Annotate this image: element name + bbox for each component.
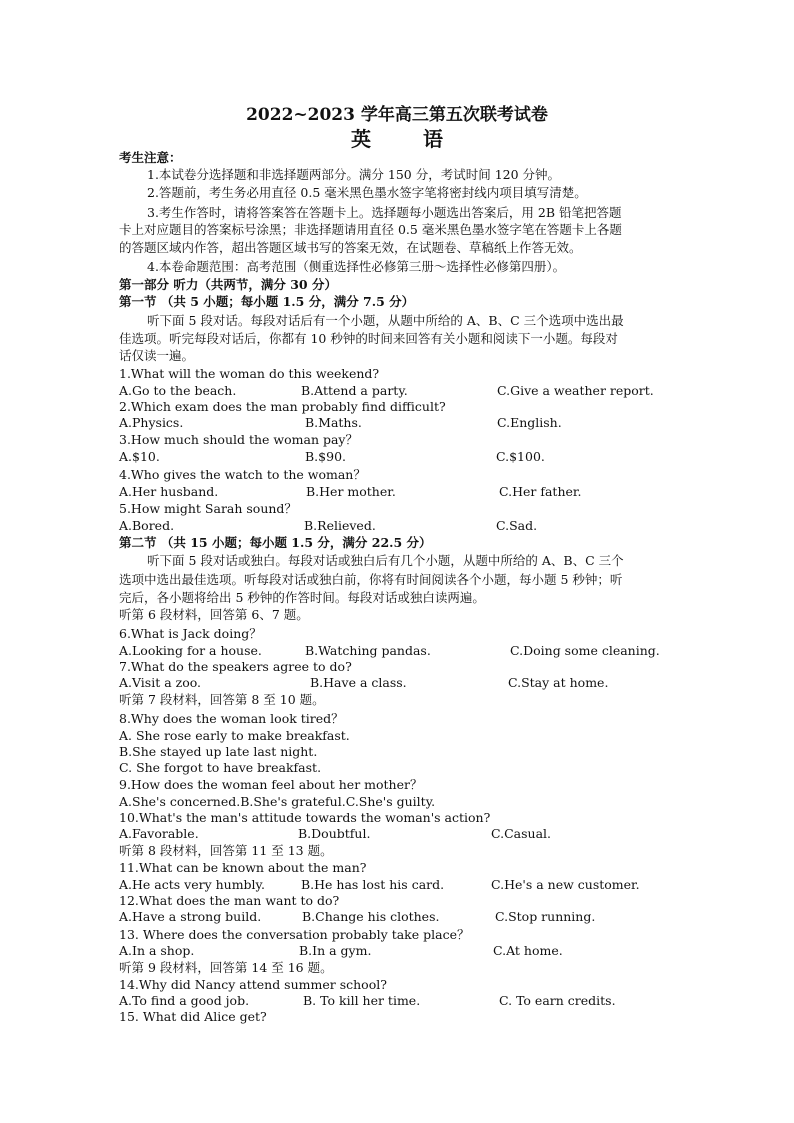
option-c: C.Doing some cleaning. xyxy=(510,643,660,658)
option-a: A.Looking for a house. xyxy=(119,643,262,658)
option-c: C.Casual. xyxy=(491,826,551,841)
material-heading: 听第 9 段材料，回答第 14 至 16 题。 xyxy=(119,960,333,975)
question: 15. What did Alice get? xyxy=(119,1009,267,1024)
notice-item: 3.考生作答时，请将答案答在答题卡上。选择题每小题选出答案后，用 2B 铅笔把答题 xyxy=(147,205,622,220)
option-a: A.He acts very humbly. xyxy=(119,877,265,892)
option-c: C.At home. xyxy=(493,943,563,958)
option-a: A.$10. xyxy=(119,449,160,464)
option-b: B.$90. xyxy=(305,449,346,464)
question: 14.Why did Nancy attend summer school? xyxy=(119,977,387,992)
option-c: C.Stay at home. xyxy=(508,675,609,690)
material-heading: 听第 7 段材料，回答第 8 至 10 题。 xyxy=(119,692,325,707)
notice-item: 2.答题前，考生务必用直径 0.5 毫米黑色墨水签字笔将密封线内项目填写清楚。 xyxy=(147,185,587,200)
section1-instructions: 话仅读一遍。 xyxy=(119,348,195,363)
notice-item: 卡上对应题目的答案标号涂黑；非选择题请用直径 0.5 毫米黑色墨水签字笔在答题卡上各题 xyxy=(119,222,622,237)
question: 5.How might Sarah sound？ xyxy=(119,501,297,516)
question: 3.How much should the woman pay？ xyxy=(119,432,358,447)
option-b: B.Attend a party. xyxy=(301,383,408,398)
option-a: A.Physics. xyxy=(119,415,184,430)
option-a: A.Favorable. xyxy=(119,826,199,841)
question: 11.What can be known about the man? xyxy=(119,860,367,875)
material-heading: 听第 8 段材料，回答第 11 至 13 题。 xyxy=(119,843,333,858)
option-b: B.Doubtful. xyxy=(298,826,371,841)
option-b: B.Relieved. xyxy=(304,518,376,533)
option-a: A.To find a good job. xyxy=(119,993,250,1008)
option-c: C.Stop running. xyxy=(495,909,596,924)
notice-heading: 考生注意： xyxy=(119,150,182,165)
part1-heading: 第一部分 听力（共两节，满分 30 分） xyxy=(119,277,337,292)
option-c: C.He's a new customer. xyxy=(491,877,640,892)
question: 12.What does the man want to do? xyxy=(119,893,340,908)
option-b: B.Her mother. xyxy=(306,484,396,499)
option-b: B.She stayed up late last night. xyxy=(119,744,318,759)
section2-instructions: 完后，各小题将给出 5 秒钟的作答时间。每段对话或独白读两遍。 xyxy=(119,590,485,605)
option-c: C. To earn credits. xyxy=(499,993,616,1008)
question: 8.Why does the woman look tired？ xyxy=(119,711,344,726)
option-b: B.Change his clothes. xyxy=(302,909,440,924)
exam-subject: 英 语 xyxy=(351,127,459,151)
option-b: B. To kill her time. xyxy=(303,993,421,1008)
section2-instructions: 选项中选出最佳选项。听每段对话或独白前，你将有时间阅读各个小题，每小题 5 秒钟；听 xyxy=(119,572,623,587)
option-a: A.In a shop. xyxy=(119,943,195,958)
section1-instructions: 佳选项。听完每段对话后，你都有 10 秒钟的时间来回答有关小题和阅读下一小题。每段对 xyxy=(119,331,618,346)
option-b: B.Have a class. xyxy=(310,675,407,690)
section1-heading: 第一节 （共 5 小题；每小题 1.5 分，满分 7.5 分） xyxy=(119,294,415,309)
question: 6.What is Jack doing？ xyxy=(119,626,262,641)
option-b: B.In a gym. xyxy=(299,943,372,958)
question: 1.What will the woman do this weekend? xyxy=(119,366,380,381)
option-c: C.Give a weather report. xyxy=(497,383,654,398)
question: 10.What's the man's attitude towards the woman's action? xyxy=(119,810,491,825)
notice-item: 1.本试卷分选择题和非选择题两部分。满分 150 分，考试时间 120 分钟。 xyxy=(147,167,561,182)
question: 4.Who gives the watch to the woman？ xyxy=(119,467,366,482)
option-a: A.Go to the beach. xyxy=(119,383,237,398)
section1-instructions: 听下面 5 段对话。每段对话后有一个小题，从题中所给的 A、B、C 三个选项中选出最 xyxy=(147,313,624,328)
option-b: B.He has lost his card. xyxy=(301,877,445,892)
option-b: B.Watching pandas. xyxy=(305,643,431,658)
exam-title: 2022~2023 学年高三第五次联考试卷 xyxy=(246,105,548,125)
question: 13. Where does the conversation probably take place？ xyxy=(119,927,470,942)
question: 2.Which exam does the man probably find difficult? xyxy=(119,399,446,414)
options: A.She's concerned.B.She's grateful.C.She's guilty. xyxy=(119,794,436,809)
option-a: A. She rose early to make breakfast. xyxy=(119,728,350,743)
notice-item: 的答题区域内作答，超出答题区域书写的答案无效，在试题卷、草稿纸上作答无效。 xyxy=(119,240,582,255)
question: 9.How does the woman feel about her mother？ xyxy=(119,777,423,792)
option-a: A.Her husband. xyxy=(119,484,219,499)
option-a: A.Have a strong build. xyxy=(119,909,262,924)
option-c: C.Her father. xyxy=(499,484,582,499)
question: 7.What do the speakers agree to do? xyxy=(119,659,352,674)
notice-item: 4.本卷命题范围：高考范围（侧重选择性必修第三册～选择性必修第四册）。 xyxy=(147,259,566,274)
option-a: A.Bored. xyxy=(119,518,175,533)
section2-heading: 第二节 （共 15 小题；每小题 1.5 分，满分 22.5 分） xyxy=(119,535,432,550)
option-c: C.Sad. xyxy=(496,518,538,533)
section2-instructions: 听下面 5 段对话或独白。每段对话或独白后有几个小题，从题中所给的 A、B、C 三个 xyxy=(147,553,624,568)
material-heading: 听第 6 段材料，回答第 6、7 题。 xyxy=(119,607,309,622)
option-c: C. She forgot to have breakfast. xyxy=(119,760,322,775)
option-c: C.$100. xyxy=(496,449,545,464)
option-a: A.Visit a zoo. xyxy=(119,675,202,690)
option-b: B.Maths. xyxy=(305,415,362,430)
option-c: C.English. xyxy=(497,415,562,430)
